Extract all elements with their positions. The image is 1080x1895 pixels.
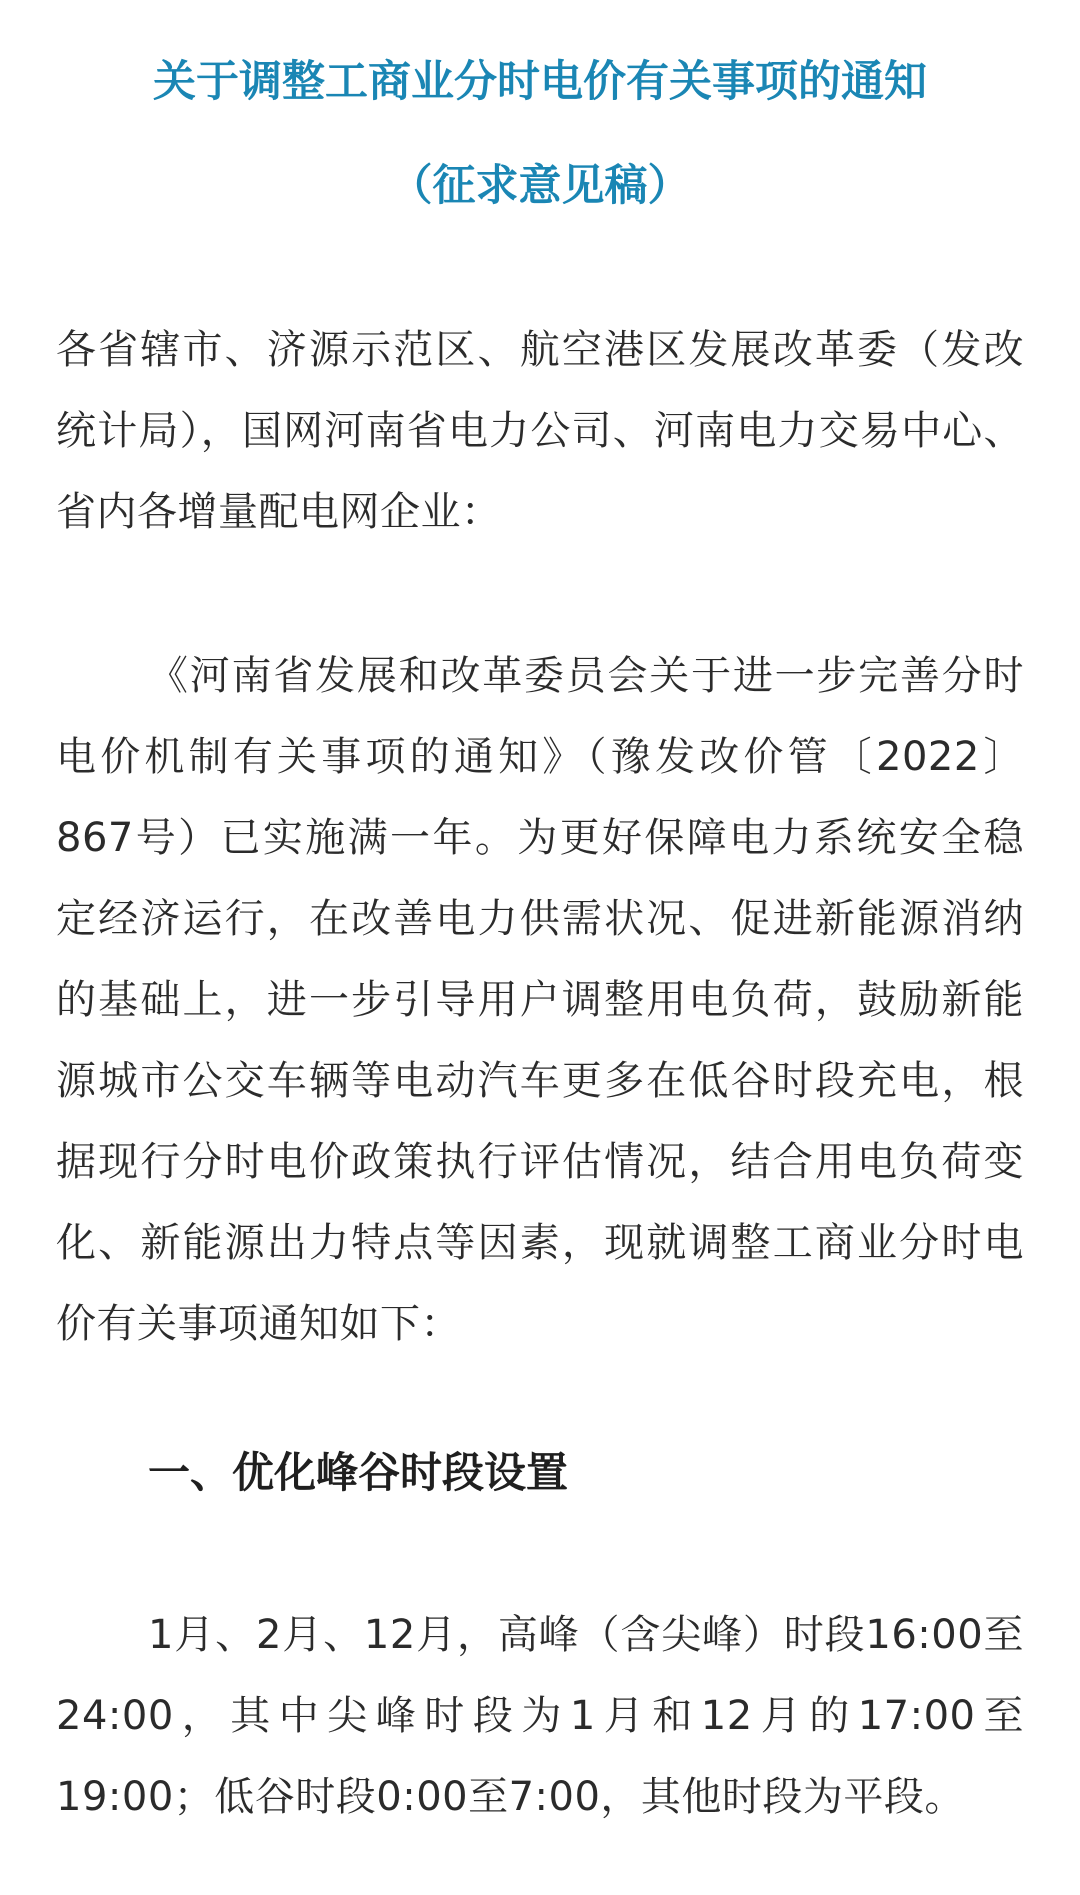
section-1-heading: 一、优化峰谷时段设置	[148, 1448, 569, 1497]
section-1-paragraph: 1月、2月、12月，高峰（含尖峰）时段16:00至24:00，其中尖峰时段为1月和12月的17:00至19:00；低谷时段0:00至7:00，其他时段为平段。	[56, 1612, 1024, 1820]
document-subtitle: （征求意见稿）	[389, 161, 691, 211]
intro-paragraph: 《河南省发展和改革委员会关于进一步完善分时电价机制有关事项的通知》（豫发改价管〔2022〕867号）已实施满一年。为更好保障电力系统安全稳定经济运行，在改善电力供需状况、促进新能源消纳的基础上，进一步引导用户调整用电负荷，鼓励新能源城市公交车辆等电动汽车更多在低谷时段充电，根据现行分时电价政策执行评估情况，结合用电负荷变化、新能源出力特点等因素，现就调整工商业分时电价有关事项通知如下：	[56, 653, 1024, 1347]
salutation-paragraph: 各省辖市、济源示范区、航空港区发展改革委（发改统计局），国网河南省电力公司、河南电力交易中心、省内各增量配电网企业：	[56, 327, 1024, 535]
document-title: 关于调整工商业分时电价有关事项的通知	[153, 57, 927, 107]
